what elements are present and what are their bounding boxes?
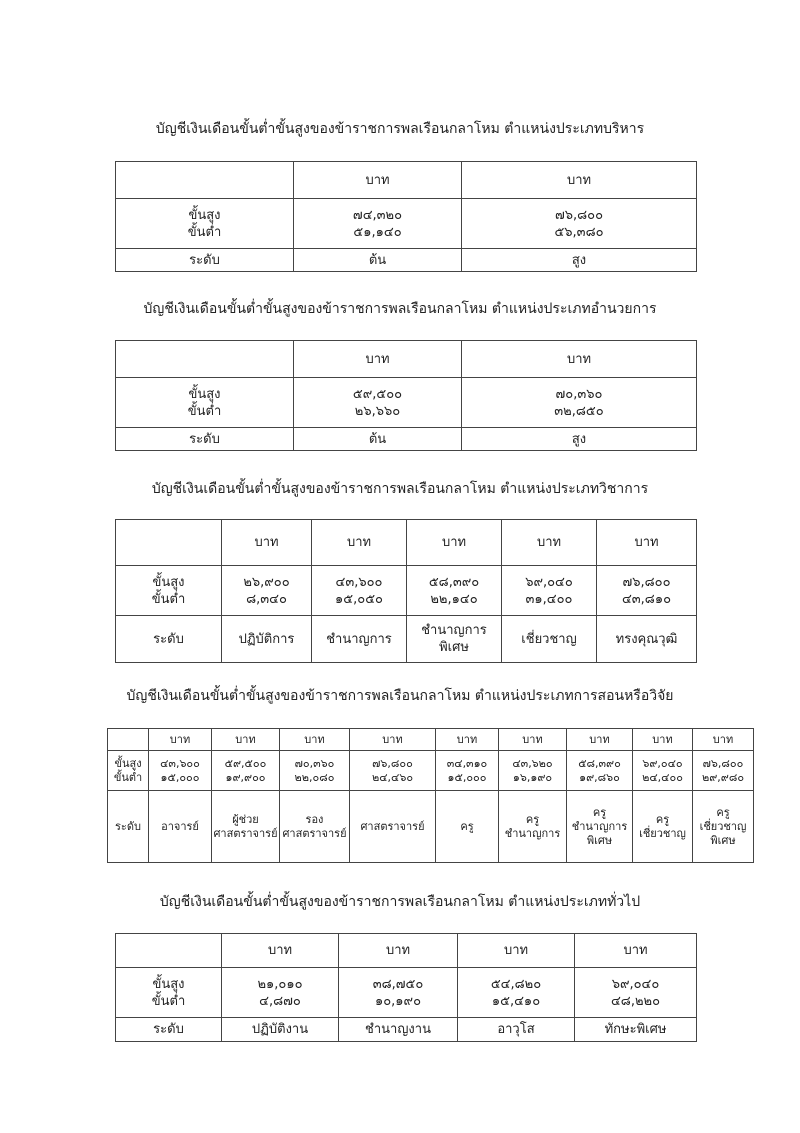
- header-cell: บาท: [462, 162, 697, 199]
- salary-cell: [407, 566, 502, 616]
- level-cell: ปฏิบัติงาน: [222, 1018, 339, 1042]
- level-line: เชี่ยวชาญ: [699, 819, 747, 833]
- header-cell: บาท: [149, 729, 212, 751]
- header-cell: บาท: [458, 934, 575, 968]
- min-value: ๑๕,๐๕๐: [335, 591, 383, 607]
- level-label: ระดับ: [116, 1018, 222, 1042]
- level-line: ชำนาญการ: [326, 631, 392, 647]
- level-cell: ชำนาญงาน: [339, 1018, 458, 1042]
- min-value: ๒๖,๖๖๐: [354, 403, 401, 419]
- level-line: พิเศษ: [710, 833, 736, 847]
- row-label-cell: [116, 199, 294, 249]
- max-value: ๔๓,๖๒๐: [512, 756, 553, 770]
- header-cell: บาท: [499, 729, 567, 751]
- table-subtitle: ตำแหน่งประเภทวิชาการ: [500, 481, 649, 497]
- min-value: ๒๒,๑๔๐: [430, 591, 478, 607]
- level-line: เชี่ยวชาญ: [639, 826, 686, 840]
- max-label: ขั้นสูง: [152, 574, 185, 590]
- min-value: ๘,๓๔๐: [246, 591, 287, 607]
- level-cell: [597, 616, 697, 663]
- header-cell: บาท: [575, 934, 697, 968]
- salary-cell: [499, 751, 567, 791]
- max-value: ๗๐,๓๖๐: [555, 386, 603, 402]
- min-value: ๕๖,๓๘๐: [554, 224, 604, 240]
- max-label: ขั้นสูง: [114, 756, 142, 770]
- header-cell: บาท: [693, 729, 754, 751]
- header-cell: บาท: [407, 520, 502, 566]
- max-value: ๕๔,๘๒๐: [490, 976, 542, 992]
- table-subtitle: ตำแหน่งประเภทบริหาร: [504, 121, 645, 137]
- level-label: ระดับ: [108, 791, 149, 863]
- header-cell: บาท: [312, 520, 407, 566]
- header-cell: บาท: [502, 520, 597, 566]
- level-cell: [280, 791, 350, 863]
- max-value: ๒๑,๐๑๐: [257, 976, 303, 992]
- min-value: ๔๓,๘๑๐: [621, 591, 672, 607]
- max-label: ขั้นสูง: [188, 386, 221, 402]
- salary-cell: [597, 566, 697, 616]
- salary-cell: [458, 968, 575, 1018]
- salary-cell: [212, 751, 280, 791]
- min-value: ๒๒,๐๘๐: [294, 770, 335, 784]
- header-cell: [116, 162, 294, 199]
- level-cell: ต้น: [294, 428, 462, 451]
- salary-cell: [222, 968, 339, 1018]
- level-cell: ต้น: [294, 249, 462, 272]
- min-value: ๑๙,๘๖๐: [579, 770, 620, 784]
- header-cell: บาท: [294, 341, 462, 378]
- header-cell: บาท: [212, 729, 280, 751]
- level-cell: [212, 791, 280, 863]
- level-cell: [149, 791, 212, 863]
- min-label: ขั้นต่ำ: [151, 591, 186, 607]
- level-line: ชำนาญการ: [421, 623, 487, 638]
- header-cell: [108, 729, 149, 751]
- table-title: บัญชีเงินเดือนขั้นต่ำขั้นสูงของข้าราชการพลเรือนกลาโหม: [126, 688, 471, 704]
- salary-table-general: [115, 933, 697, 1042]
- min-value: ๒๔,๔๖๐: [371, 770, 414, 784]
- salary-cell: [280, 751, 350, 791]
- max-value: ๕๙,๕๐๐: [352, 386, 403, 402]
- level-line: ครู: [655, 812, 670, 826]
- min-value: ๑๕,๔๑๐: [491, 993, 541, 1009]
- level-cell: สูง: [462, 249, 697, 272]
- salary-cell: [149, 751, 212, 791]
- title-directorial: [0, 300, 800, 318]
- min-value: ๒๔,๔๐๐: [642, 770, 683, 784]
- min-value: ๑๐,๑๙๐: [374, 993, 422, 1009]
- max-label: ขั้นสูง: [152, 976, 185, 992]
- level-cell: [350, 791, 436, 863]
- min-label: ขั้นต่ำ: [113, 770, 143, 784]
- level-cell: [499, 791, 567, 863]
- min-value: ๔๘,๒๒๐: [610, 993, 661, 1009]
- title-executive: [0, 120, 800, 138]
- level-line: ชำนาญการ: [504, 826, 561, 840]
- min-value: ๑๕,๐๐๐: [160, 770, 200, 784]
- max-value: ๕๘,๓๙๐: [578, 756, 621, 770]
- table-subtitle: ตำแหน่งประเภทการสอนหรือวิจัย: [474, 688, 674, 704]
- level-line: ผู้ช่วย: [232, 812, 259, 826]
- header-cell: [116, 520, 222, 566]
- salary-table-academic: [115, 519, 697, 663]
- header-cell: บาท: [567, 729, 633, 751]
- level-line: ทรงคุณวุฒิ: [615, 631, 678, 647]
- level-line: ศาสตราจารย์: [213, 826, 278, 840]
- row-label-cell: [116, 378, 294, 428]
- header-cell: บาท: [222, 520, 312, 566]
- level-cell: [436, 791, 499, 863]
- salary-cell: [294, 378, 462, 428]
- header-cell: บาท: [633, 729, 693, 751]
- min-value: ๓๒,๘๕๐: [554, 403, 604, 419]
- salary-cell: [294, 199, 462, 249]
- min-label: ขั้นต่ำ: [151, 993, 186, 1009]
- min-value: ๒๙,๙๘๐: [701, 770, 745, 784]
- max-value: ๗๖,๘๐๐: [622, 574, 671, 590]
- max-value: ๗๐,๓๖๐: [294, 756, 335, 770]
- max-value: ๓๘,๗๕๐: [372, 976, 424, 992]
- level-cell: [693, 791, 754, 863]
- max-value: ๖๙,๐๔๐: [525, 574, 573, 590]
- max-value: ๗๔,๓๒๐: [352, 207, 403, 223]
- level-line: ครู: [592, 805, 607, 819]
- min-value: ๓๑,๔๐๐: [525, 591, 573, 607]
- header-cell: บาท: [436, 729, 499, 751]
- table-subtitle: ตำแหน่งประเภททั่วไป: [508, 894, 641, 910]
- level-cell: สูง: [462, 428, 697, 451]
- salary-table-teaching-research: [107, 728, 754, 863]
- salary-cell: [693, 751, 754, 791]
- max-value: ๗๖,๘๐๐: [702, 756, 744, 770]
- level-line: ครู: [460, 819, 474, 833]
- salary-cell: [339, 968, 458, 1018]
- salary-cell: [462, 378, 697, 428]
- level-line: พิเศษ: [586, 833, 613, 847]
- header-cell: บาท: [339, 934, 458, 968]
- title-academic: [0, 480, 800, 498]
- salary-cell: [350, 751, 436, 791]
- level-cell: [633, 791, 693, 863]
- level-cell: [502, 616, 597, 663]
- salary-cell: [436, 751, 499, 791]
- level-label: ระดับ: [116, 249, 294, 272]
- table-title: บัญชีเงินเดือนขั้นต่ำขั้นสูงของข้าราชการพลเรือนกลาโหม: [155, 121, 500, 137]
- min-value: ๑๕,๐๐๐: [447, 770, 487, 784]
- level-cell: [407, 616, 502, 663]
- min-value: ๑๙,๙๐๐: [225, 770, 266, 784]
- level-line: ปฏิบัติการ: [238, 631, 295, 647]
- title-general: [0, 893, 800, 911]
- level-line: ครู: [716, 805, 730, 819]
- header-cell: บาท: [462, 341, 697, 378]
- salary-cell: [462, 199, 697, 249]
- table-title: บัญชีเงินเดือนขั้นต่ำขั้นสูงของข้าราชการพลเรือนกลาโหม: [159, 894, 504, 910]
- header-cell: บาท: [350, 729, 436, 751]
- min-label: ขั้นต่ำ: [187, 403, 222, 419]
- level-line: พิเศษ: [439, 640, 469, 655]
- row-label-cell: [116, 968, 222, 1018]
- level-cell: อาวุโส: [458, 1018, 575, 1042]
- level-line: ศาสตราจารย์: [282, 826, 347, 840]
- header-cell: บาท: [280, 729, 350, 751]
- max-label: ขั้นสูง: [188, 207, 221, 223]
- header-cell: [116, 934, 222, 968]
- level-line: ชำนาญการ: [571, 819, 628, 833]
- salary-cell: [567, 751, 633, 791]
- level-line: อาจารย์: [161, 819, 199, 833]
- salary-cell: [312, 566, 407, 616]
- salary-cell: [633, 751, 693, 791]
- level-cell: [222, 616, 312, 663]
- header-cell: บาท: [294, 162, 462, 199]
- row-label-cell: [108, 751, 149, 791]
- min-label: ขั้นต่ำ: [187, 224, 222, 240]
- level-line: ครู: [525, 812, 540, 826]
- title-teaching-research: [0, 687, 800, 705]
- min-value: ๕๑,๑๔๐: [353, 224, 402, 240]
- row-label-cell: [116, 566, 222, 616]
- max-value: ๗๖,๘๐๐: [554, 207, 604, 223]
- salary-cell: [222, 566, 312, 616]
- max-value: ๕๙,๕๐๐: [224, 756, 267, 770]
- level-label: ระดับ: [116, 616, 222, 663]
- salary-cell: [502, 566, 597, 616]
- level-line: รอง: [305, 812, 324, 826]
- max-value: ๖๙,๐๔๐: [642, 756, 683, 770]
- header-cell: บาท: [222, 934, 339, 968]
- max-value: ๕๘,๓๙๐: [428, 574, 480, 590]
- table-title: บัญชีเงินเดือนขั้นต่ำขั้นสูงของข้าราชการพลเรือนกลาโหม: [151, 481, 496, 497]
- max-value: ๖๙,๐๔๐: [611, 976, 660, 992]
- salary-cell: [575, 968, 697, 1018]
- max-value: ๒๖,๙๐๐: [243, 574, 290, 590]
- table-title: บัญชีเงินเดือนขั้นต่ำขั้นสูงของข้าราชการพลเรือนกลาโหม: [143, 301, 488, 317]
- min-value: ๔,๘๗๐: [259, 993, 301, 1009]
- level-cell: [312, 616, 407, 663]
- max-value: ๔๓,๖๐๐: [335, 574, 383, 590]
- salary-table-directorial: [115, 340, 697, 451]
- level-label: ระดับ: [116, 428, 294, 451]
- level-cell: [567, 791, 633, 863]
- level-line: ศาสตราจารย์: [360, 819, 425, 833]
- max-value: ๔๓,๖๐๐: [160, 756, 200, 770]
- salary-table-executive: [115, 161, 697, 272]
- max-value: ๗๖,๘๐๐: [372, 756, 413, 770]
- min-value: ๑๖,๑๙๐: [512, 770, 553, 784]
- level-line: เชี่ยวชาญ: [521, 631, 577, 647]
- header-cell: บาท: [597, 520, 697, 566]
- max-value: ๓๔,๓๑๐: [446, 756, 488, 770]
- level-cell: ทักษะพิเศษ: [575, 1018, 697, 1042]
- header-cell: [116, 341, 294, 378]
- table-subtitle: ตำแหน่งประเภทอำนวยการ: [491, 301, 657, 317]
